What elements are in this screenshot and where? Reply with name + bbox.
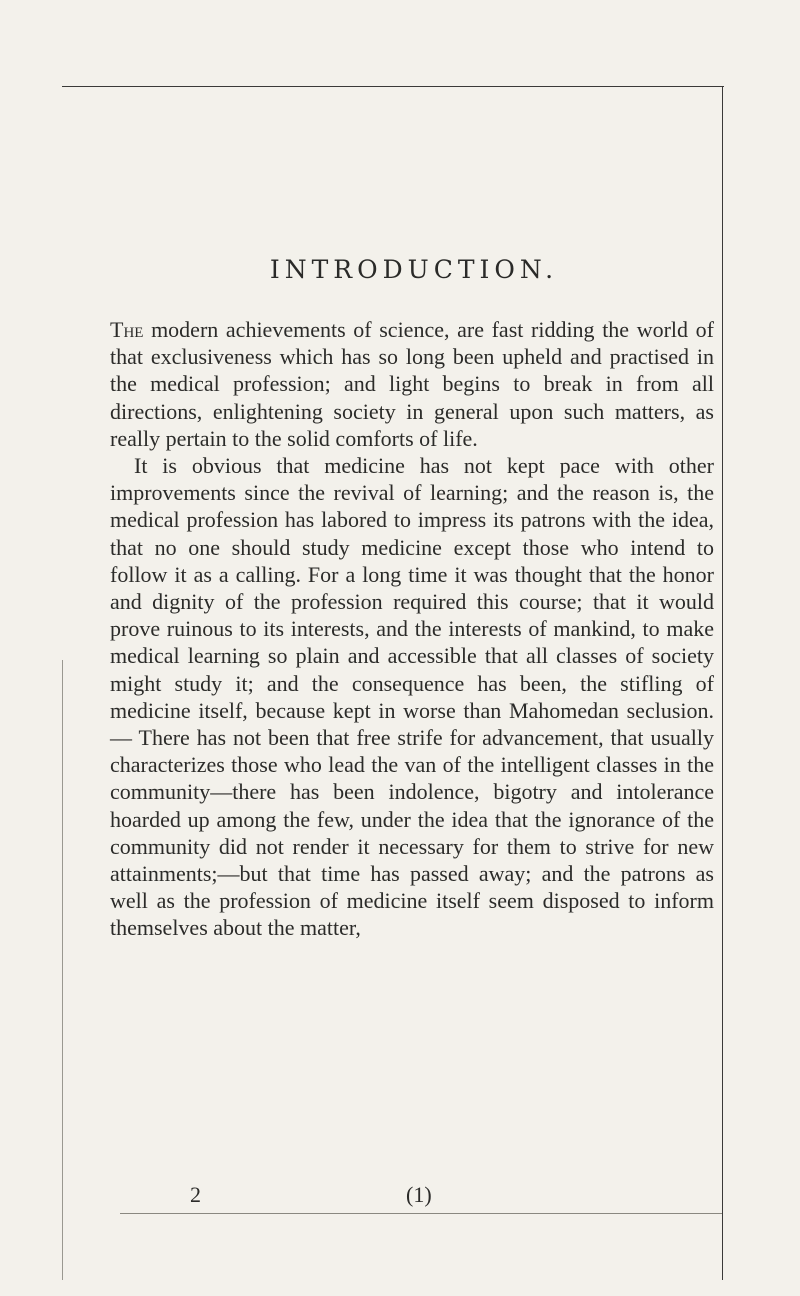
- page-footer: [110, 1180, 714, 1210]
- paragraph-1-lead-word: The: [110, 317, 144, 342]
- page-frame-top-rule: [62, 86, 724, 87]
- page-frame-right-rule: [722, 86, 723, 1280]
- page-frame-left-rule: [62, 660, 63, 1280]
- paragraph-1-text: modern achievements of science, are fast ridding the world of that exclusiveness which has so long been upheld and practised in the medical profession; and light begins to break in from all directions, enlightening society in general upon such matters, as really pertain to the solid comforts of life.: [110, 317, 714, 451]
- paragraph-1: [110, 316, 714, 452]
- signature-mark: 2: [190, 1182, 201, 1207]
- text-block: [110, 252, 714, 942]
- page-frame-bottom-rule: [120, 1213, 722, 1214]
- page-number: (1): [406, 1182, 432, 1207]
- chapter-heading: INTRODUCTION.: [269, 255, 559, 284]
- paragraph-2: It is obvious that medicine has not kept pace with other improvements since the revival of learning; and the reason is, the medical profession has labored to impress its patrons with the idea, that no one should study medicine except those who intend to follow it as a calling. For a long time it was thought that the honor and dignity of the profession required this course; that it would prove ruinous to its interests, and the interests of mankind, to make medical learning so plain and accessible that all classes of society might study it; and the consequence has been, the stifling of medicine itself, because kept in worse than Mahomedan seclusion.— There has not been that free strife for advancement, that usually characterizes those who lead the van of the intelligent classes in the community—there has been indolence, bigotry and intolerance hoarded up among the few, under the idea that the ignorance of the community did not render it necessary for them to strive for new attainments;—but that time has passed away; and the patrons as well as the profession of medicine itself seem disposed to inform themselves about the matter,: [110, 453, 714, 941]
